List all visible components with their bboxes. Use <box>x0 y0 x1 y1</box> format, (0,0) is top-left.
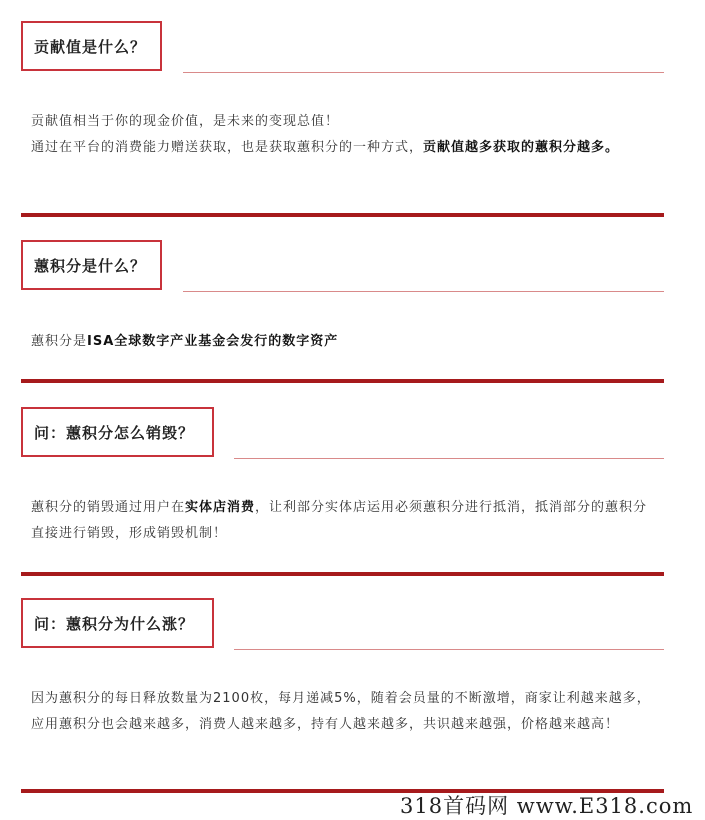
paragraph-text: 通过在平台的消费能力赠送获取，也是获取蕙积分的一种方式， <box>31 140 424 155</box>
heading-underline <box>234 458 664 459</box>
section-divider <box>21 379 664 383</box>
heading-underline <box>183 72 664 73</box>
heading-underline <box>234 649 664 650</box>
section-divider <box>21 572 664 576</box>
paragraph-bold-text: 贡献值越多获取的蕙积分越多。 <box>423 140 620 155</box>
paragraph-text: 因为蕙积分的每日释放数量为2100枚，每月递减5%，随着会员量的不断激增，商家让利越来越多，应用蕙积分也会越来越多，消费人越来越多，持有人越来越多，共识越来越强，价格越来越高！ <box>31 691 651 732</box>
section-divider <box>21 213 664 217</box>
paragraph-bold-text: 实体店消费 <box>185 500 256 515</box>
site-watermark: 318首码网 www.E318.com <box>400 794 694 818</box>
section-heading: 问：蕙积分为什么涨？ <box>21 598 214 648</box>
paragraph-text: 贡献值相当于你的现金价值，是未来的变现总值！ <box>31 114 340 129</box>
paragraph-bold-text: ISA全球数字产业基金会发行的数字资产 <box>87 334 339 349</box>
section-paragraph <box>31 329 661 355</box>
heading-underline <box>183 291 664 292</box>
section-paragraph <box>31 109 661 161</box>
section-paragraph <box>31 686 661 738</box>
paragraph-text: ，让利部分实体店运用必须蕙积分进行抵消，抵消部分的蕙积分直接进行销毁，形成销毁机制！ <box>31 500 648 541</box>
section-heading: 蕙积分是什么？ <box>21 240 162 290</box>
section-heading: 问：蕙积分怎么销毁？ <box>21 407 214 457</box>
section-paragraph <box>31 495 661 547</box>
section-heading: 贡献值是什么？ <box>21 21 162 71</box>
paragraph-text: 蕙积分是 <box>31 334 88 349</box>
paragraph-text: 蕙积分的销毁通过用户在 <box>31 500 186 515</box>
